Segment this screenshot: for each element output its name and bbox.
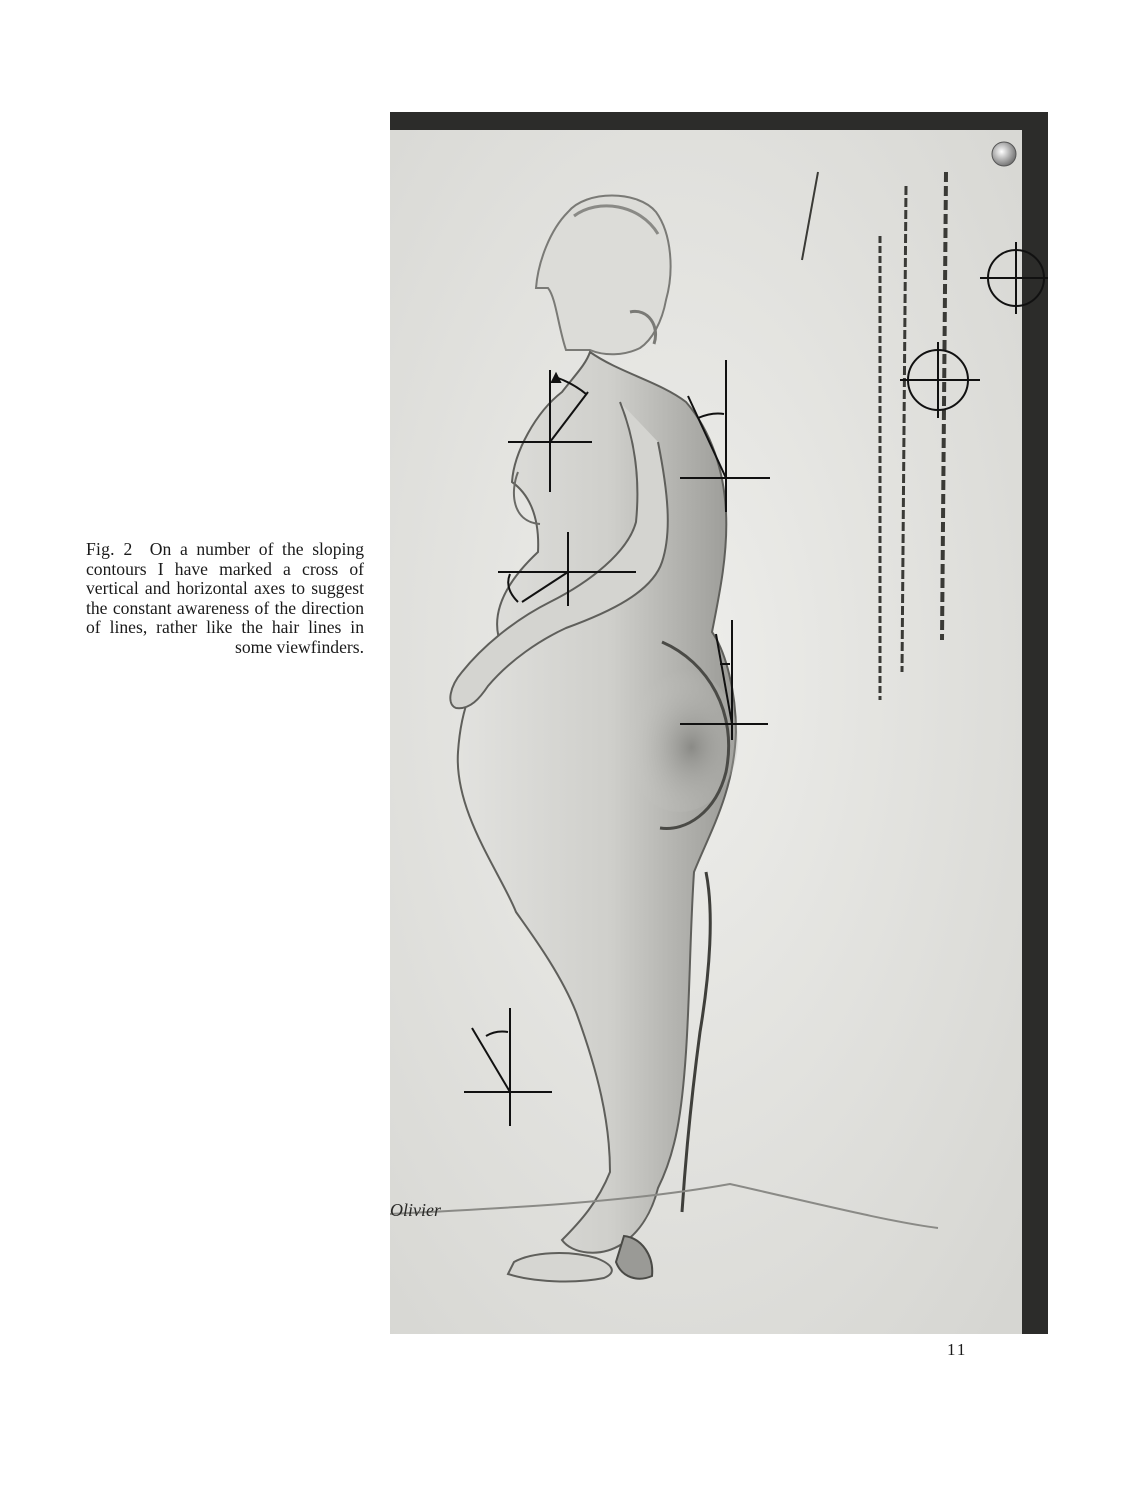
page-number: 11: [947, 1340, 968, 1359]
figure-plate: [390, 112, 1048, 1334]
pin-icon: [992, 142, 1016, 166]
artist-signature: Olivier: [390, 1200, 441, 1220]
figure-label: Fig. 2: [86, 539, 133, 559]
caption-text: On a number of the sloping contours I have marked a cross of vertical and horizontal axes to suggest the constant awareness of the direction of lines, rather like the hair lines in some viewfinders.: [86, 539, 365, 657]
figure-caption: [86, 540, 364, 658]
figure-drawing: [390, 112, 1048, 1334]
